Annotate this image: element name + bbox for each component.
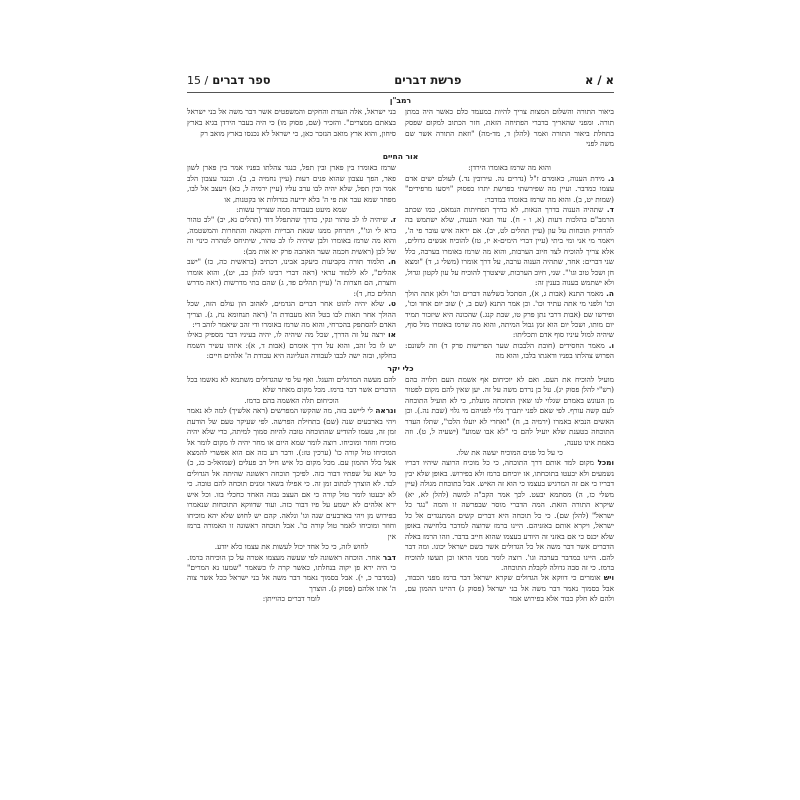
- paragraph-text: לחוש לזה, כי כל אחד יכול לעשות את עצמו כלא יודע.: [214, 542, 369, 552]
- kli-yakar-section: [187, 364, 614, 605]
- ramban-right-column: [405, 107, 614, 150]
- commentary-paragraph: [187, 553, 396, 595]
- page-separator: /: [201, 74, 209, 87]
- paragraph-text: והוא מה שרמז באומרו הירדן:: [468, 163, 551, 173]
- paragraph-text: מועיל להוכיח את העם. ואם לא יוכיחום אף אשמת העם תלויה בהם (רש"י להלן פסוק יג). על כן נרדם משה על זה. יען שאין להם מקום לפטור מן העונש באמרם שגלוי לנו שאין התוכחה מועלת, כי לא תועיל התוכחה לעם קשה עורף. לפי שאם לפני יתברך גלוי לפניהם מי גלוי (שבת נה.). וכן האשים הנביא באמרו (ירמיה ב, ח) "ואחרי לא יועלו הלכו", שתלו העדר התוכחה בטענת שלא יועיל להם כי "לא אבו שמוע" (ישעיה ל, ט). וזה באמת אינו טענה,: [405, 374, 614, 447]
- paragraph-label: או: [388, 330, 396, 340]
- commentary-paragraph: [187, 375, 396, 396]
- ramban-left-text: בני ישראל, אלה העדת והחקים והמשפטים אשר דבר משה אל בני ישראל בצאתם ממצרים". והזכיר (שם, פסוק מו) כי היה בעבר הירדן בגיא בארץ סיחון, והוא ארץ מואב הנזכר כאן, כי ישראל לא נכנסו בארץ מואב רק: [187, 107, 396, 138]
- commentary-paragraph: [405, 448, 614, 458]
- commentary-paragraph: [405, 375, 614, 448]
- paragraph-text: הוכיחום תלה האשמה בהם ברמז.: [244, 395, 339, 405]
- commentary-paragraph: [187, 406, 396, 542]
- paragraph-text: לי ליישב בזה, מה שהקשו המפרשים (ראה אלשיך) למה לא נאמר ויהי בארבעים שנה (שם) בתחילת הפרשה. לפי שעיקר טעם של הודעת זמן זה, טעמו להודיע שהתוכחה טובה להיות סמוך למיתה, כדי שלא יהיה מוכיח וחוזר ומוכיחו. רוצה לומר שמא היום או מחר יהיה לו מקום לומר אל המוכיחו טול קורה כו' (ערכין טז:). ודבר רע כזה אם הוא אפשרי להמצא אצל כלל ההמון עם. מכל מקום כל איש חיל רב פעלים (שמואל-ב כג, כ) כל ישא על שפתיו דבור כזה. לפיכך תוכחה ראשונה שהיתה אל הגדולים לבד. לא הוצרך לכתוב זמן זה. כי אפילו בשאר ומנים תוכחה להם טובה. כי לא יבעטו לומר טול קורה כי אם העצב נבזה האחד כחכלי בזו. וכל איש ירא אלהים לא ישמע על פיו דבור כזה. ועוד שדווקא התוכחות שנאמרו בפירוש מן ויהי בארבעים שנה וגו' ונלאה. קהם יש לחוש שלא יהא מוכיחו וחוזר ומוכיחו לאמר טול קורה כו'. אבל תוכחה ראשונה זו האמורה ברמז אין: [187, 406, 396, 541]
- commentary-paragraph: [405, 174, 614, 205]
- book-title: ספר דברים: [212, 73, 271, 87]
- commentary-paragraph: [187, 396, 396, 406]
- book-page: [187, 70, 614, 605]
- paragraph-label: ויש: [603, 573, 614, 583]
- commentary-paragraph: [405, 163, 614, 173]
- paragraph-label: ה.: [606, 288, 614, 298]
- chapter-verse: א / א: [585, 73, 614, 87]
- ramban-section: [187, 96, 614, 150]
- or-hachaim-title: אור החיים: [382, 152, 419, 162]
- ramban-title: רמב"ן: [389, 96, 412, 105]
- paragraph-label: דבר: [382, 552, 396, 562]
- paragraph-label: ומכל: [597, 458, 614, 468]
- ramban-left-column: [187, 107, 396, 150]
- commentary-paragraph: [187, 163, 396, 205]
- commentary-paragraph: [405, 289, 614, 341]
- commentary-paragraph: [187, 205, 396, 215]
- paragraph-text: שרמז באומרו בין פארן ובין תפל, כנגד צהלתו בפניו אמר בין פארן לשון פאר, הפך עצבון שהוא פנים רעות (עיין נחמיה ב, ב). וכנגד עצבון הלב אמר ובין תפל, שלא יהיה לבו ערב עליו (עיין ירמיה ל, כא) ויעצב אל לבו, מפחד שמא עבר את פי ה' בלא ידיעה בגדולות או בקטנות, או: [187, 163, 396, 204]
- paragraph-text: לומר דברים כהוייתן:: [262, 594, 321, 604]
- paragraph-text: מקום למד אותם דרך התוכחה, כי כל מוכיח הרוצה שיהיו דבריו נשמעים ולא יבעטו בתוכחתו, אז יוכיחם ברמז ולא בפירוש. באופן שלא יבין דבריו כי אם זה המרגיש בעצמו כי הוא זה האיש. אבל בתוכחת מגולה (עיין משלי כז, ה) מסתמא יבעט. לכך אמר הקב"ה למשה (להלן לא, יא) שיקרא התורה הזאת. המה הדברי מוסר שבפרשה זו והמה "נגד כל ישראל" (להלן שם). כי כל תוכחה היא דברים קשים המתנגדים אל כל ישראל, ויקרא אותם באזניהם. היינו ברמז שרוצה למדבר בלחישה באופן שלא יכנס כי אם באזני זה היודע בעצמו שהוא חייב בדבר. וזהו הרמז באלה הדברים אשר דבר משה אל כל הגדולים אשר בשם ישראל יכונו. ומה דבר להם. היינו במדבר בערבה וגו'. רוצה לומר ממני הראו וכן תעשו להוכיח ברמז. כי זה סבה גדולה לקבלת התוכחה.: [405, 458, 614, 572]
- commentary-paragraph: [187, 215, 396, 257]
- book-and-page: [187, 73, 271, 87]
- paragraph-text: ירצה על זה הדרך, שכל מה שיהיה לו, יהיה בעיניו דבר מספיק כאילו יש לו כל זהב, והוא על דרך אומרם (אבות ד, א): איזהו עשיר השמח בחלקו, ובזה ישה לבבו לעבודה העליונה היא עבודת ה' אלהים חיים:: [187, 330, 396, 361]
- paragraph-text: תלמוד תורה בקביעות כיעקב אבינו, דכתיב (בראשית כה, כז) "ישב אהלים", לא ללמוד עראי (ראה דברי רבינו להלן כב, יט), והוא אומרו וחצרת, הם חצרות ה' (עיין תהלים פד, ג) שהם בתי מדרשות (ראה מדרש תהלים כח, ד):: [187, 257, 396, 298]
- paragraph-label: ונראה: [375, 406, 396, 416]
- paragraph-text: מאמר החסידים (חובת הלבבות שער הפרישות פרק ד) וזה לשונם: הפרוש צהלתו בפניו ודאגתו בלבו, והוא מה: [405, 340, 614, 361]
- paragraph-text: שלא יהיה להוט אחר דברים הגדמים, לאהוב הון עולם הזה, שכל ההולך אחר תאות לבו בטל הוא מעבודת ה' (ראה תנחומא נח, ג). וצריך האדם להסתפק בהכרחי, והוא מה שרמז באומרו ודי זהב שיאמר לזהב די:: [187, 299, 396, 329]
- commentary-paragraph: [187, 330, 396, 361]
- or-hachaim-right-column: [405, 163, 614, 362]
- commentary-paragraph: [187, 299, 396, 330]
- header-rule: [187, 92, 614, 93]
- or-hachaim-section: [187, 152, 614, 362]
- paragraph-text: להם מעשה המרגלים והעגל. ואף על פי שהגדולים משתמא לא נאשמו בכל הדברים אשר דבר ברמז. מכל מקום מאחר שלא: [187, 374, 396, 395]
- paragraph-text: שתהיה הענוה בדרך הנאות, לא בדרך הפחיתות הנמאס, כמו שכתב הרמב"ם בהלכות דעות (א, ו - ח). עוד תנאי הענוה, שלא ישתמש בה להרחיק תוכחות על עון (עיין תהלים לט, יב). אם יראה איש עובר פי ה', ויאמר מי אני ומי ביתי (עיין דברי הימים-א יז, טז) להוכיח אנשים גדולים, אלא צריך להוכיח לצד חיוב הערבות, והוא מה שרמז באומרו בערבה, כלל שני דברים: אחד, שתהיה הענוה ערבה, על דרך אומרו (משלי ג, ד) "ומצא חן ושכל טוב וגו'". שני, חיוב הערבות, שיצטרך להוכיח על עון לקטון וגדול, ולא ישתמש בענוה בענין זה:: [405, 205, 614, 288]
- kli-yakar-title: כלי יקר: [387, 363, 414, 373]
- paragraph-text: אומרים כי דווקא אל הגדולים שקרא ישראל דבר ברמז מפני הכבוד, אבל בסמוך נאמר דבר משה אל בני ישראל (פסוק ג) דהיינו ההמון עם, ולהם לא חלק כבוד אלא בפירוש אמר: [405, 573, 614, 604]
- commentary-paragraph: [405, 458, 614, 573]
- paragraph-label: ח.: [388, 257, 397, 267]
- paragraph-text: שיהיה לו לב טהור ונקי, כדרך שהתפלל דוד (תהלים נא, יב) "לב טהור ברא לי וגו'", ויתרחק ממנו שנאת הבריות והקנאה והתחרות והמשטמה, והוא מה שרמז באומרו ולבן שיהיה לו לב טהור, שיתיחס לטהרה כינוי זה של לבן (ראשית חכמה שער האהבה פרק יא אות מב):: [187, 215, 396, 256]
- paragraph-label: ט.: [388, 299, 396, 309]
- kli-yakar-right-column: [405, 375, 614, 605]
- commentary-paragraph: [187, 594, 396, 604]
- paragraph-text: אחר. הוכחה ראשונה לפי שעשה מעצמו אטרה על כן הוכיחה ברמז. כי היה ירא פן יקוה בנחלתו, כאשר קרה לו כשאמר "שמעו נא המרים" (במדבר כ, י). אבל בסמוך נאמר דבר משה אל בני ישראל ככל אשר צוה ה' אתו אלהם (פסוק ג). הוצרך: [187, 552, 396, 593]
- commentary-paragraph: [405, 341, 614, 362]
- paragraph-text: שמא מיעט בעבודה ממה שצריך עשות:: [236, 205, 347, 214]
- page-number: 15: [187, 74, 201, 87]
- paragraph-text: מאמר התנא (אבות ג, א), הסתכל בשלשה דברים וכו' ולאן אתה הולך וכו' ולפני מי אתה עתיד וכו'. וכן אמר התנא (שם ב, י) שוב יום אחד וכו', ופירשו שם (אבות דרבי נתן פרק טו, שבת קנג.) שהכונה היא שיזכור תמיד יום מותו, ושכל יום הוא זמן גבול המיתה, והוא מה שרמז באומרו מול סוף, שיהיה למול עיניו סוף אדם ותכליתו:: [405, 288, 614, 340]
- commentary-paragraph: [187, 257, 396, 299]
- paragraph-label: ג.: [607, 173, 614, 183]
- commentary-paragraph: [405, 573, 614, 604]
- or-hachaim-left-column: [187, 163, 396, 362]
- kli-yakar-left-column: [187, 375, 396, 605]
- paragraph-text: מידת הענוה, כאומרם ז"ל (נדרים נה. עירובין נד.) לעולם ישים אדם עצמו כמדבר. ועיין מה שפירשתי בפרשת יתרו בפסוק "ויסעו מרפידים" (שמות יט, ב). והוא מה שרמז באומרו במדבר:: [405, 173, 614, 204]
- paragraph-label: ד.: [606, 205, 614, 214]
- commentary-paragraph: [405, 205, 614, 289]
- parsha-title: פרשת דברים: [394, 73, 462, 87]
- paragraph-label: ו.: [608, 340, 614, 350]
- running-header: [187, 70, 614, 90]
- paragraph-text: כי על כל פנים המוכיח יעשה את שלו.: [456, 447, 563, 457]
- paragraph-label: ז.: [390, 215, 396, 225]
- ramban-right-text: ביאור התורה והשלום המצות צריך להיות במעמד כלם כאשר היה במתן תורה. ומפני שהאריך בדברי הפתיחה הזאת, חזר הכתוב למקום שפסק בתחלת ביאור התורה ואמר (להלן ד, מד-מה) "וזאת התורה אשר שם משה לפני: [405, 107, 614, 149]
- commentary-paragraph: [187, 542, 396, 552]
